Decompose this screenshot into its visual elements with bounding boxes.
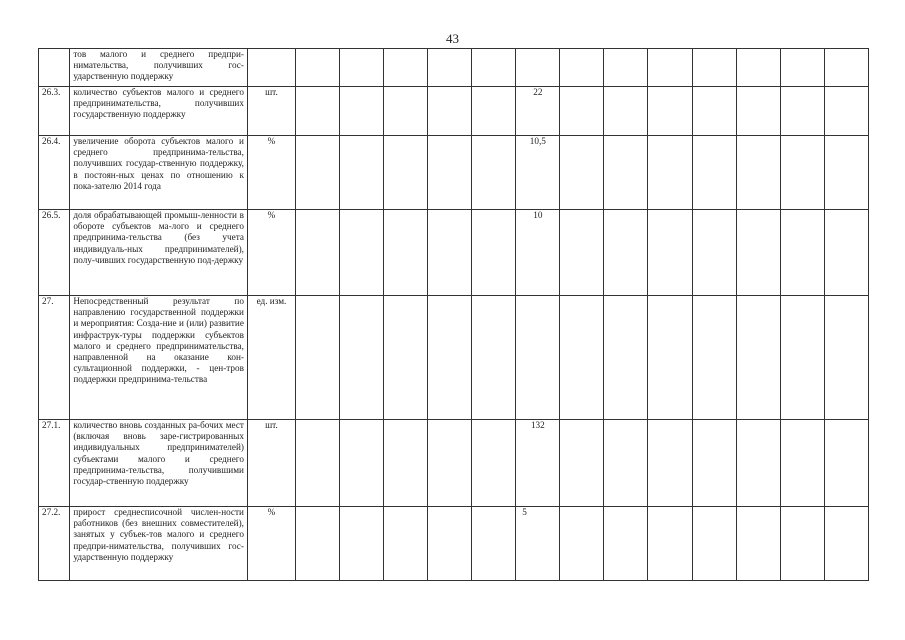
indicator-name: увеличение оборота субъектов малого и среднего предпринима-тельства, получивших государ-ственную поддержку, в постоян-ных ценах по отношению к пока-зателю 2014 года [70,136,248,210]
table-row [39,210,869,296]
indicators-table [38,48,869,581]
row-number: 27.2. [39,507,70,581]
table-row [39,296,869,420]
value-cell: 10 [516,210,560,296]
table-row [39,136,869,210]
indicator-name: Непосредственный результат по направлению государственной поддержки и мероприятия: Созда-ние и (или) развитие инфраструк-туры поддержки субъектов малого и среднего предпринимательства, направленной на оказание кон-сультационной поддержки, - цен-тров поддержки предпринима-тельства [70,296,248,420]
indicator-name: количество субъектов малого и среднего предпринимательства, получивших государственную поддержку [70,87,248,136]
unit-cell: % [247,507,295,581]
value-cell: 132 [516,420,560,507]
value-cell [516,49,560,87]
unit-cell [247,49,295,87]
row-number: 27.1. [39,420,70,507]
table-row [39,507,869,581]
unit-cell: % [247,210,295,296]
indicator-name: доля обрабатывающей промыш-ленности в обороте субъектов ма-лого и среднего предпринима-тельства (без учета индивидуаль-ных предпринимателей), полу-чивших государственную под-держку [70,210,248,296]
unit-cell: шт. [247,420,295,507]
table-row [39,420,869,507]
value-cell: 22 [516,87,560,136]
unit-cell: шт. [247,87,295,136]
indicator-name: тов малого и среднего предпри-нимательства, получивших гос-ударственную поддержку [70,49,248,87]
row-number: 26.5. [39,210,70,296]
value-cell: 5 [516,507,560,581]
row-number: 27. [39,296,70,420]
table-row [39,49,869,87]
row-number: 26.3. [39,87,70,136]
value-cell: 10,5 [516,136,560,210]
row-number: 26.4. [39,136,70,210]
indicator-name: количество вновь созданных ра-бочих мест (включая вновь заре-гистрированных индивидуальных предпринимателей) субъектами малого и среднего предпринима-тельства, получившими государ-ственную поддержку [70,420,248,507]
row-number [39,49,70,87]
indicator-name: прирост среднесписочной числен-ности работников (без внешних совместителей), занятых у субъек-тов малого и среднего предпри-нимательства, получивших гос-ударственную поддержку [70,507,248,581]
unit-cell: % [247,136,295,210]
unit-cell: ед. изм. [247,296,295,420]
table-row [39,87,869,136]
page-number: 43 [446,31,459,46]
value-cell [516,296,560,420]
